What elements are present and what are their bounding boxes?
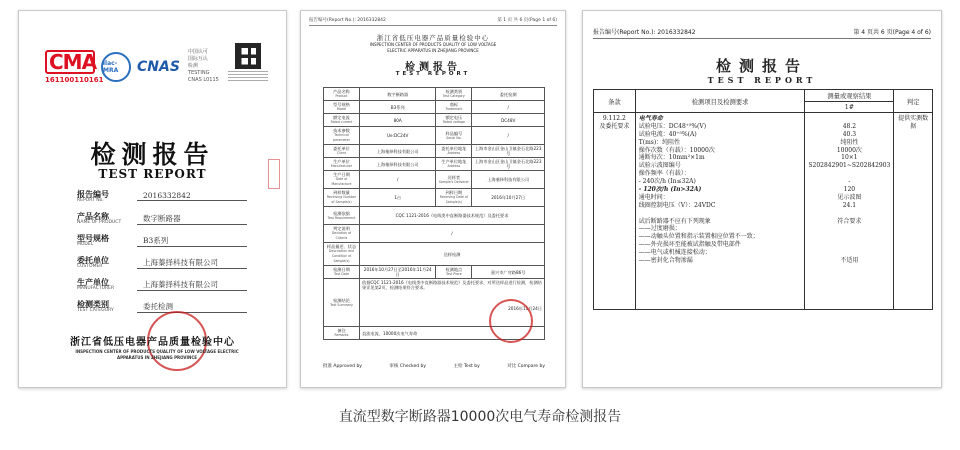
row-key: 商标 Trademark bbox=[436, 101, 472, 114]
result-line bbox=[808, 225, 890, 233]
field-label: 报告编号 bbox=[77, 190, 109, 199]
cnas-sub-text: 中国认可 国际互认 检测 TESTING CNAS L0115 bbox=[187, 49, 219, 83]
table-row bbox=[324, 88, 545, 101]
field-value: 上海蓁择科技有限公司 bbox=[137, 257, 247, 269]
field-value: 数字断路器 bbox=[137, 213, 247, 225]
result-line: 24.1 bbox=[842, 201, 857, 209]
row-key: 到样日期 Receiving Date of Sample(s) bbox=[436, 189, 472, 207]
test-item-line: 试后断路器不应有下列现象 bbox=[638, 217, 711, 225]
item-cell bbox=[635, 113, 805, 310]
page-header bbox=[309, 17, 557, 26]
table-row bbox=[324, 189, 545, 207]
row-key: 委托单位地址 Address bbox=[436, 145, 472, 158]
test-item-line: ——过度磨损； bbox=[638, 225, 681, 233]
row-value: 直流电流、10000次电气寿命 bbox=[360, 327, 545, 340]
qr-code-icon bbox=[235, 43, 261, 69]
row-key: 判定说明 Deviation of Criteria bbox=[324, 225, 360, 243]
test-item-line bbox=[639, 210, 802, 218]
signature-checked: 审核 Checked by bbox=[389, 364, 427, 369]
row-value: 2016年10月27日至2016年11月24日 bbox=[360, 266, 436, 279]
row-key: 技术参数 Technical parameter bbox=[324, 127, 360, 145]
cover-title: 检测报告 bbox=[90, 140, 215, 169]
row-value: DC48V bbox=[472, 114, 545, 127]
field-label-en: TEST CATEGORY bbox=[77, 308, 114, 313]
clause-tag: 及委托要求 bbox=[599, 122, 630, 130]
row-key: 检测依据 Test Requirement bbox=[324, 207, 360, 225]
clause-number: 9.112.2 bbox=[602, 115, 626, 122]
page-organization: 浙江省低压电器产品质量检验中心 bbox=[376, 34, 490, 42]
report-cover-image bbox=[18, 10, 287, 388]
row-key: 检测结论 Test Summary bbox=[324, 279, 360, 327]
page-header bbox=[593, 27, 931, 39]
row-key: 生产单位地址 Address bbox=[436, 158, 472, 171]
row-value: 上海蓁择科技有限公司 bbox=[472, 171, 545, 189]
field-label-en: MODEL bbox=[77, 242, 94, 247]
row-key: 委托单位 Client bbox=[324, 145, 360, 158]
table-row bbox=[324, 127, 545, 145]
test-item-line: 通断每次：10mm²×1m bbox=[638, 154, 705, 162]
official-seal-icon bbox=[489, 299, 533, 343]
table-row bbox=[324, 225, 545, 243]
table-row bbox=[324, 158, 545, 171]
row-value: B3系列 bbox=[360, 101, 436, 114]
cover-field-customer bbox=[77, 255, 257, 275]
test-item-line: ——电气或机械连接松动； bbox=[638, 249, 711, 257]
report-page-4-image bbox=[582, 10, 942, 388]
row-value: 2016年10月27日 bbox=[472, 189, 545, 207]
field-value: 上海蓁择科技有限公司 bbox=[137, 279, 247, 291]
row-value: 送样检测 bbox=[360, 243, 545, 266]
test-results-table bbox=[593, 89, 933, 310]
test-item-line: - 120次/h (In>32A) bbox=[638, 186, 702, 194]
cover-subtitle: TEST REPORT bbox=[98, 167, 207, 181]
cover-field-report-no bbox=[77, 189, 257, 209]
image-caption: 直流型数字断路器10000次电气寿命检测报告 bbox=[338, 409, 622, 425]
test-item-line: 试验电流：40⁺⁵%(A) bbox=[638, 130, 697, 138]
page-title-en: TEST REPORT bbox=[395, 71, 471, 77]
result-cell bbox=[805, 113, 894, 310]
result-line bbox=[808, 249, 890, 257]
table-row bbox=[324, 266, 545, 279]
row-key: 产品名称 Product bbox=[324, 88, 360, 101]
result-line: 不适用 bbox=[840, 257, 859, 265]
result-line: 见示波图 bbox=[837, 193, 862, 201]
column-header-clause: 条款 bbox=[594, 90, 636, 113]
cma-logo bbox=[45, 49, 104, 84]
test-item-line: 操作次数（有载）：10000次 bbox=[638, 146, 715, 154]
test-item-line: ——密封化合物渗漏 bbox=[638, 257, 693, 265]
row-key: 额定电压 Rated voltage bbox=[436, 114, 472, 127]
result-line bbox=[808, 241, 890, 249]
result-line: - bbox=[848, 178, 851, 186]
row-key: 样品编号 Serial No. bbox=[436, 127, 472, 145]
page-organization-en: INSPECTION CENTER OF PRODUCTS QUALITY OF LOW VOLTAGE ELECTRIC APPARATUS IN ZHEJIANG PROVINCE bbox=[369, 42, 497, 53]
cma-mark-text: CMA bbox=[45, 50, 95, 74]
field-label: 型号规格 bbox=[77, 234, 109, 243]
summary-text: 依据CQC 1121-2016《电线类中直断路器技术规范》及委托要求，对所送样品进行检测，检测结果详见第2页，检测结果符合要求。 bbox=[362, 280, 542, 290]
cma-number: 161100110161 bbox=[45, 75, 104, 84]
row-key: 生产单位 Manufacturer bbox=[324, 158, 360, 171]
field-label-en: CUSTOMER bbox=[77, 264, 103, 269]
report-number-header: 报告编号(Report No.): 2016332842 bbox=[309, 18, 386, 23]
result-line: 10000次 bbox=[836, 146, 862, 154]
row-value: 上海蓁择科技有限公司 bbox=[360, 158, 436, 171]
column-header-item: 检测项目及检测要求 bbox=[635, 90, 805, 113]
field-label: 检测类别 bbox=[77, 300, 109, 309]
row-value: CQC 1121-2016《电线类中直断路器技术规范》及委托要求 bbox=[360, 207, 545, 225]
field-value: 委托检测 bbox=[137, 301, 247, 313]
test-item-line: ——外壳损坏至能被试指触及带电部件 bbox=[638, 241, 741, 249]
row-key: 额定电流 Rated current bbox=[324, 114, 360, 127]
row-value: / bbox=[360, 225, 545, 243]
report-number-header: 报告编号(Report No.): 2016332842 bbox=[593, 29, 696, 36]
result-line: 符合要求 bbox=[837, 217, 862, 225]
result-line bbox=[808, 210, 890, 218]
cover-field-model bbox=[77, 233, 257, 253]
field-label: 产品名称 bbox=[77, 212, 109, 221]
field-label: 生产单位 bbox=[77, 278, 109, 287]
verdict-text: 提供实测数据 bbox=[898, 115, 929, 130]
table-row bbox=[324, 207, 545, 225]
table-row bbox=[324, 114, 545, 127]
test-item-line: 电气寿命 bbox=[638, 115, 663, 122]
field-label-en: NAME OF PRODUCT bbox=[77, 220, 122, 225]
ilac-mra-logo: ilac-MRA bbox=[101, 52, 131, 82]
clause-cell bbox=[594, 113, 636, 310]
column-header-result: 测量或观察结果 bbox=[805, 90, 894, 102]
result-line: 48.2 bbox=[842, 122, 857, 130]
row-key: 型号规格 Model bbox=[324, 101, 360, 114]
accreditation-logos bbox=[45, 49, 219, 84]
test-item-line: - 240次/h (In≤32A) bbox=[638, 178, 696, 186]
cover-organization-en: INSPECTION CENTER OF PRODUCTS QUALITY OF LOW VOLTAGE ELECTRIC APPARATUS IN ZHEJIANG PROVINCE bbox=[75, 349, 239, 360]
signature-approved: 批准 Approved by bbox=[323, 364, 362, 369]
test-item-line: 通电时间： bbox=[638, 193, 669, 201]
verdict-cell bbox=[894, 113, 933, 310]
result-line bbox=[808, 170, 890, 178]
page-title: 检测报告 bbox=[405, 62, 461, 73]
table-row bbox=[324, 101, 545, 114]
field-label-en: REPORT No. bbox=[77, 198, 104, 203]
row-key: 检测类别 Test Category bbox=[436, 88, 472, 101]
page-number-header: 第 4 页共 6 页(Page 4 of 6) bbox=[853, 29, 931, 36]
row-value: 委托检测 bbox=[472, 88, 545, 101]
row-value: 上海蓁择科技有限公司 bbox=[360, 145, 436, 158]
row-key: 送样者 Sample's Deliverer bbox=[436, 171, 472, 189]
page-title: 检测报告 bbox=[715, 57, 808, 75]
result-line: 10×1 bbox=[841, 154, 858, 162]
test-item-line: ——动触头位置和指示装置相应位置不一致； bbox=[638, 233, 759, 241]
report-page-1-image bbox=[300, 10, 566, 388]
row-value: 上海市金山区金山卫镇金石北路223号 bbox=[472, 158, 545, 171]
row-key: 生产日期 Date of Manufacture bbox=[324, 171, 360, 189]
row-value: 1台 bbox=[360, 189, 436, 207]
table-row bbox=[324, 145, 545, 158]
cover-field-product bbox=[77, 211, 257, 231]
test-item-line: 操作频率（有载）： bbox=[638, 170, 690, 178]
result-line: 120 bbox=[843, 186, 856, 194]
test-item-line: 线圈控制电压（V）：24VDC bbox=[638, 201, 716, 209]
test-item-line: T(ms)：纯阻性 bbox=[638, 138, 681, 146]
signature-compare: 对比 Compare by bbox=[507, 364, 545, 369]
row-key: 到样数量 Receiving Number of Sample(s) bbox=[324, 189, 360, 207]
row-key: 检测地点 Test Place bbox=[436, 266, 472, 279]
cover-field-manufacturer bbox=[77, 277, 257, 297]
row-value: 数字断路器 bbox=[360, 88, 436, 101]
table-row bbox=[324, 171, 545, 189]
cnas-logo: CNAS bbox=[137, 58, 180, 75]
test-item-line: 试验示波图编号 bbox=[638, 162, 681, 170]
field-label-en: MANUFACTURER bbox=[77, 286, 115, 291]
field-label: 委托单位 bbox=[77, 256, 109, 265]
row-value: 80A bbox=[360, 114, 436, 127]
table-row bbox=[324, 243, 545, 266]
test-item-line: 试验电压：DC48⁺⁵%(V) bbox=[638, 122, 707, 130]
row-value: / bbox=[360, 171, 436, 189]
field-value: 2016332842 bbox=[137, 191, 247, 201]
result-line: 纯阻性 bbox=[840, 138, 859, 146]
signature-tested: 主检 Test by bbox=[453, 364, 480, 369]
page-title-en: TEST REPORT bbox=[707, 75, 817, 85]
result-line bbox=[808, 233, 890, 241]
row-key: 备注 Remarks bbox=[324, 327, 360, 340]
table-header-row bbox=[594, 90, 933, 102]
field-value: B3系列 bbox=[137, 235, 247, 247]
column-header-verdict: 判定 bbox=[894, 90, 933, 113]
row-key: 样品描述、状态 Description and Condition of Sample(s) bbox=[324, 243, 360, 266]
row-value: 上海市金山区金山卫镇金石北路223号 bbox=[472, 145, 545, 158]
row-key: 检测日期 Test Date bbox=[324, 266, 360, 279]
page-number-header: 第 1 页 共 6 页(Page 1 of 6) bbox=[497, 18, 557, 23]
result-line: S202842901~S202842903 bbox=[808, 162, 891, 170]
row-value: / bbox=[472, 127, 545, 145]
result-line: 40.3 bbox=[842, 130, 857, 138]
table-row bbox=[594, 113, 933, 310]
signature-row bbox=[323, 363, 545, 369]
qr-caption-lines bbox=[228, 71, 268, 83]
row-value: Ue:DC24V bbox=[360, 127, 436, 145]
row-value: / bbox=[472, 101, 545, 114]
cover-organization: 浙江省低压电器产品质量检验中心 bbox=[70, 337, 235, 348]
column-header-sample: 1# bbox=[805, 102, 894, 113]
summary-date: 2016年11月24日 bbox=[508, 306, 542, 311]
result-line bbox=[808, 115, 890, 123]
row-value: 嘉兴市广穹路86号 bbox=[472, 266, 545, 279]
